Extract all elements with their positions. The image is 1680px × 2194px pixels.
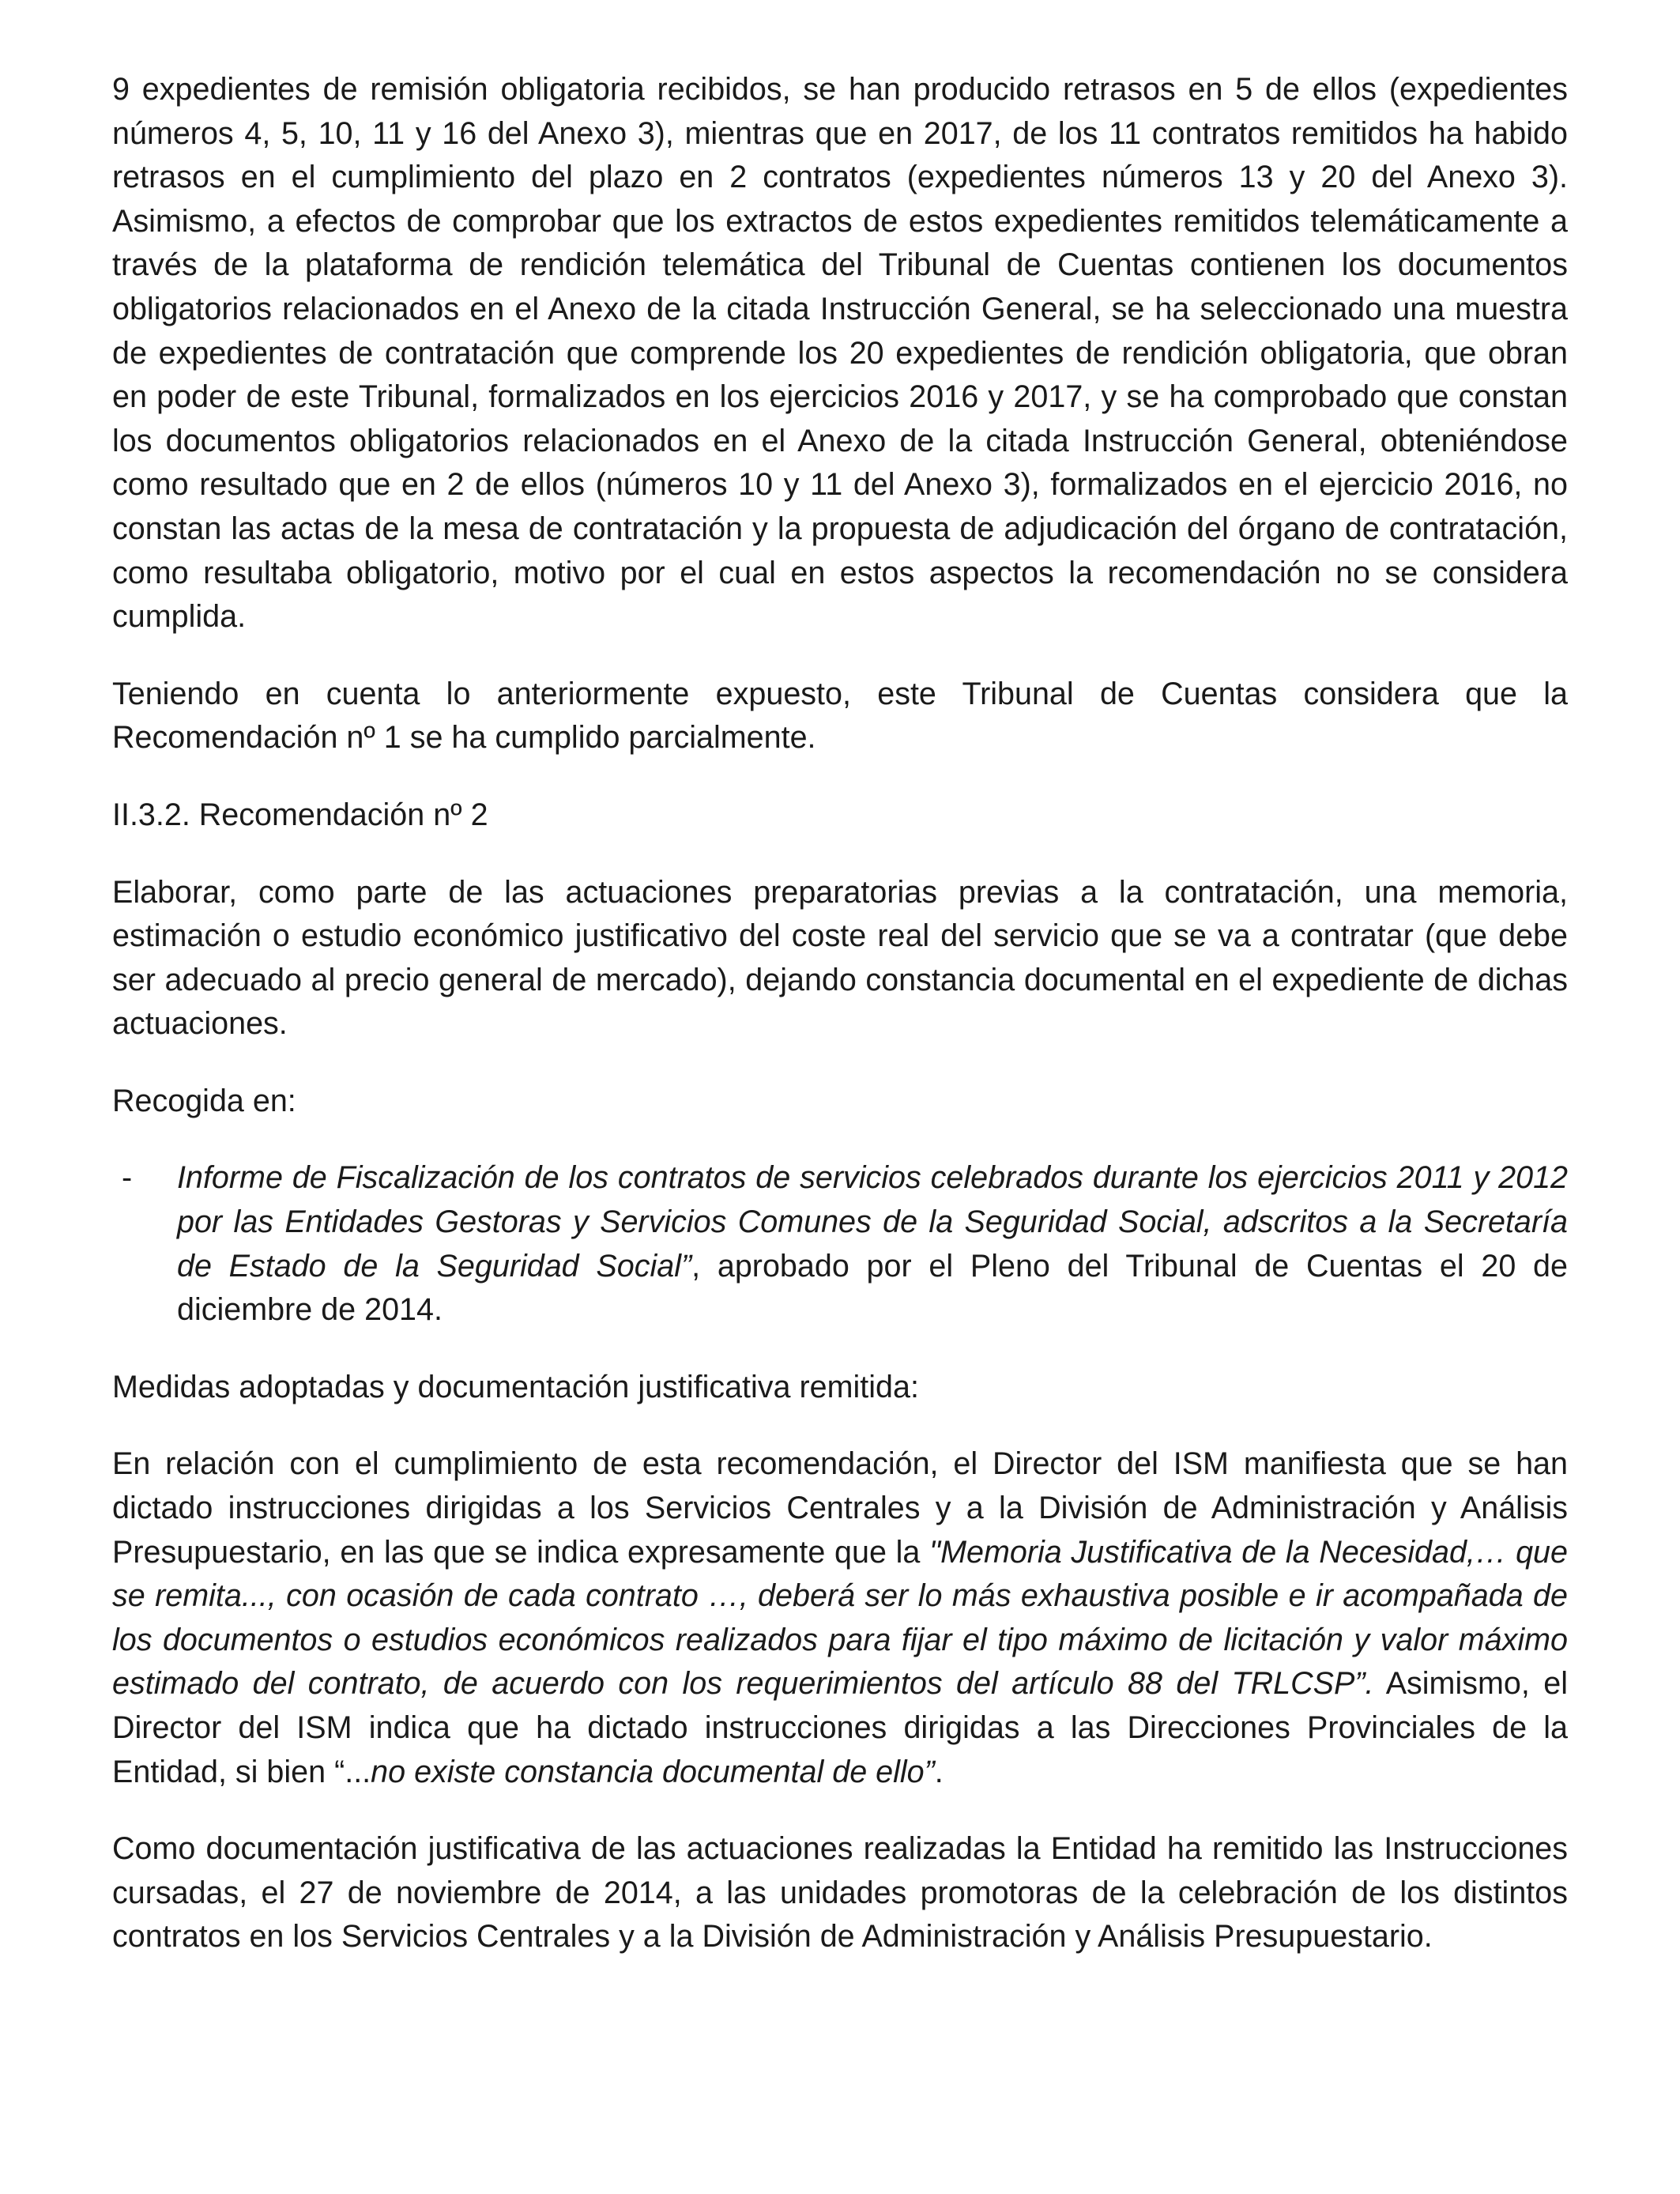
paragraph-conclusion-recomendacion-1: Teniendo en cuenta lo anteriormente expuesto, este Tribunal de Cuentas considera que la Recomendación nº 1 se ha cumplido parcialmente. — [112, 676, 1568, 756]
paragraph-director-ism — [112, 1442, 1568, 1794]
text-run: En relación con el cumplimiento de esta recomendación, el Director del ISM manifiesta que se han dictado instrucciones dirigidas a los Servicios Centrales y a la División de Administración y Análisis Presupuestario, en las que se indica expresamente que la — [112, 1446, 1568, 1570]
paragraph-recomendacion-text: Elaborar, como parte de las actuaciones preparatorias previas a la contratación, una memoria, estimación o estudio económico justificativo del coste real del servicio que se va a contratar (que debe ser adecuado al precio general de mercado), dejando constancia documental en el expediente de dichas actuaciones. — [112, 874, 1568, 1042]
report-approval: , aprobado por el Pleno del Tribunal de Cuentas el 20 de diciembre de 2014. — [177, 1248, 1568, 1328]
list-bullet: - — [122, 1160, 133, 1196]
list-item-text — [177, 1156, 1568, 1332]
quoted-statement: no existe constancia documental de ello” — [371, 1754, 935, 1789]
paragraph-recogida-en: Recogida en: — [112, 1083, 296, 1118]
paragraph-retrasos: 9 expedientes de remisión obligatoria recibidos, se han producido retrasos en 5 de ellos (expedientes números 4, 5, 10, 11 y 16 del Anexo 3), mientras que en 2017, de los 11 contratos remitidos ha habido retrasos en el cumplimiento del plazo en 2 contratos (expedientes números 13 y 20 del Anexo 3). Asimismo, a efectos de comprobar que los extractos de estos expedientes remitidos telemáticamente a través de la plataforma de rendición telemática del Tribunal de Cuentas contienen los documentos obligatorios relacionados en el Anexo de la citada Instrucción General, se ha seleccionado una muestra de expedientes de contratación que comprende los 20 expedientes de rendición obligatoria, que obran en poder de este Tribunal, formalizados en los ejercicios 2016 y 2017, y se ha comprobado que constan los documentos obligatorios relacionados en el Anexo de la citada Instrucción General, obteniéndose como resultado que en 2 de ellos (números 10 y 11 del Anexo 3), formalizados en el ejercicio 2016, no constan las actas de la mesa de contratación y la propuesta de adjudicación del órgano de contratación, como resultaba obligatorio, motivo por el cual en estos aspectos la recomendación no se considera cumplida. — [112, 72, 1568, 635]
list-item — [112, 1156, 1568, 1332]
text-run: . — [934, 1754, 944, 1789]
paragraph-documentacion-justificativa: Como documentación justificativa de las actuaciones realizadas la Entidad ha remitido las Instrucciones cursadas, el 27 de noviembre de 2014, a las unidades promotoras de la celebración de los distintos contratos en los Servicios Centrales y a la División de Administración y Análisis Presupuestario. — [112, 1831, 1568, 1955]
document-page — [112, 68, 1568, 1992]
quoted-instruction: "Memoria Justificativa de la Necesidad,… que se remita..., con ocasión de cada contrato …, deberá ser lo más exhaustiva posible e ir acompañada de los documentos o estudios económicos realizados para fijar el tipo máximo de licitación y valor máximo estimado del contrato, de acuerdo con los requerimientos del artículo 88 del TRLCSP”. — [112, 1534, 1568, 1702]
report-title: Informe de Fiscalización de los contratos de servicios celebrados durante los ejercicios 2011 y 2012 por las Entidades Gestoras y Servicios Comunes de la Seguridad Social, adscritos a la Secretaría de Estado de la Seguridad Social” — [177, 1160, 1568, 1284]
paragraph-medidas-adoptadas: Medidas adoptadas y documentación justificativa remitida: — [112, 1369, 919, 1404]
text-run: Asimismo, el Director del ISM indica que ha dictado instrucciones dirigidas a las Direcciones Provinciales de la Entidad, si bien “... — [112, 1666, 1568, 1789]
section-heading: II.3.2. Recomendación nº 2 — [112, 797, 488, 832]
